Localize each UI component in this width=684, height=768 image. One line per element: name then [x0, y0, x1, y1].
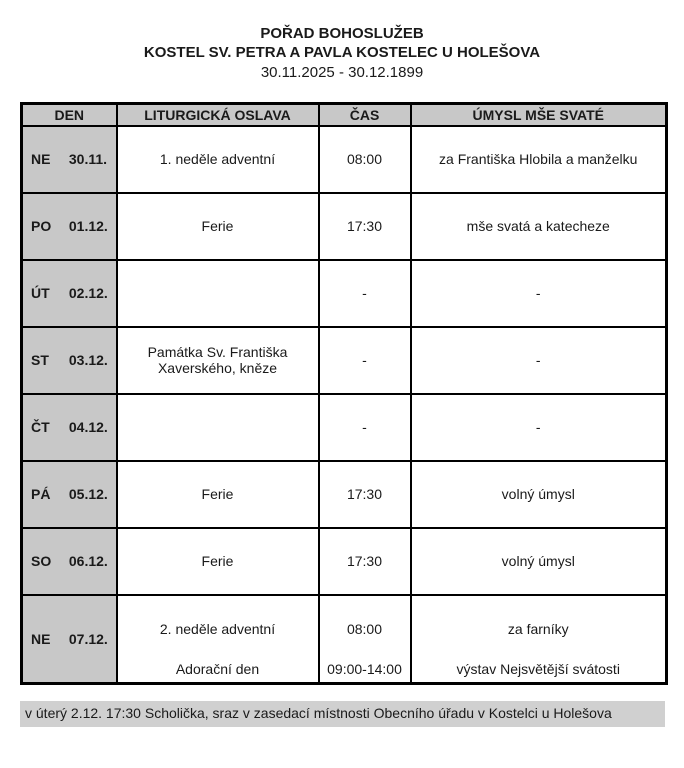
- time-cell: -: [319, 394, 411, 461]
- celebration-cell: Ferie: [117, 193, 319, 260]
- intention-cell: -: [411, 260, 667, 327]
- day-cell: [22, 193, 117, 260]
- day-date: 30.11.: [68, 151, 108, 167]
- celebration-entry-2: Adorační den: [175, 660, 260, 677]
- intention-cell: [411, 595, 667, 684]
- time-entry-2: 09:00-14:00: [327, 660, 402, 677]
- day-abbrev: ST: [31, 352, 49, 368]
- date-range: 30.11.2025 - 30.12.1899: [260, 64, 424, 81]
- celebration-cell: [117, 260, 319, 327]
- celebration-entry-1: 2. neděle adventní: [159, 620, 276, 637]
- intention-cell: za Františka Hlobila a manželku: [411, 126, 667, 193]
- intention-cell: -: [411, 327, 667, 394]
- table-row: [22, 193, 667, 260]
- day-date: 03.12.: [68, 352, 108, 368]
- celebration-cell: Památka Sv. Františka Xaverského, kněze: [117, 327, 319, 394]
- day-abbrev: NE: [31, 630, 51, 647]
- day-abbrev: PÁ: [31, 486, 51, 502]
- day-cell: [22, 461, 117, 528]
- day-abbrev: ČT: [31, 419, 50, 435]
- celebration-cell: Ferie: [117, 528, 319, 595]
- day-cell: [22, 126, 117, 193]
- day-cell: [22, 260, 117, 327]
- intention-cell: mše svatá a katecheze: [411, 193, 667, 260]
- time-cell: 08:00: [319, 126, 411, 193]
- day-date: 04.12.: [68, 419, 108, 435]
- day-date: 07.12.: [68, 630, 108, 647]
- schedule-table: [20, 102, 668, 685]
- column-header-cas: ČAS: [319, 104, 411, 126]
- day-abbrev: NE: [31, 151, 51, 167]
- time-entry-1: 08:00: [346, 620, 383, 637]
- table-row: [22, 327, 667, 394]
- table-row: [22, 260, 667, 327]
- intention-entry-1: za farníky: [507, 620, 569, 637]
- intention-cell: volný úmysl: [411, 528, 667, 595]
- day-abbrev: PO: [31, 218, 52, 234]
- column-header-umysl: ÚMYSL MŠE SVATÉ: [411, 104, 667, 126]
- document-header: [0, 24, 684, 84]
- day-cell: [22, 528, 117, 595]
- church-name: KOSTEL SV. PETRA A PAVLA KOSTELEC U HOLEŠOVA: [143, 44, 541, 61]
- table-row: [22, 126, 667, 193]
- time-cell: -: [319, 260, 411, 327]
- celebration-cell: [117, 394, 319, 461]
- page-title: POŘAD BOHOSLUŽEB: [260, 25, 424, 42]
- day-date: 06.12.: [68, 553, 108, 569]
- intention-cell: volný úmysl: [411, 461, 667, 528]
- day-date: 02.12.: [68, 285, 108, 301]
- time-cell: -: [319, 327, 411, 394]
- day-date: 01.12.: [68, 218, 108, 234]
- celebration-cell: 1. neděle adventní: [117, 126, 319, 193]
- footer-note: v úterý 2.12. 17:30 Scholička, sraz v zasedací místnosti Obecního úřadu v Kostelci u Holešova: [20, 701, 665, 727]
- time-cell: 17:30: [319, 528, 411, 595]
- table-row: [22, 461, 667, 528]
- time-cell: 17:30: [319, 193, 411, 260]
- time-cell: [319, 595, 411, 684]
- celebration-cell: [117, 595, 319, 684]
- table-header-row: [22, 104, 667, 126]
- time-cell: 17:30: [319, 461, 411, 528]
- day-cell: [22, 327, 117, 394]
- day-abbrev: ÚT: [31, 285, 50, 301]
- day-cell: [22, 595, 117, 684]
- column-header-den: DEN: [22, 104, 117, 126]
- intention-cell: -: [411, 394, 667, 461]
- table-row: [22, 528, 667, 595]
- day-abbrev: SO: [31, 553, 52, 569]
- celebration-cell: Ferie: [117, 461, 319, 528]
- table-row: [22, 394, 667, 461]
- day-date: 05.12.: [68, 486, 108, 502]
- table-row: [22, 595, 667, 684]
- column-header-oslava: LITURGICKÁ OSLAVA: [117, 104, 319, 126]
- day-cell: [22, 394, 117, 461]
- intention-entry-2: výstav Nejsvětější svátosti: [456, 660, 620, 677]
